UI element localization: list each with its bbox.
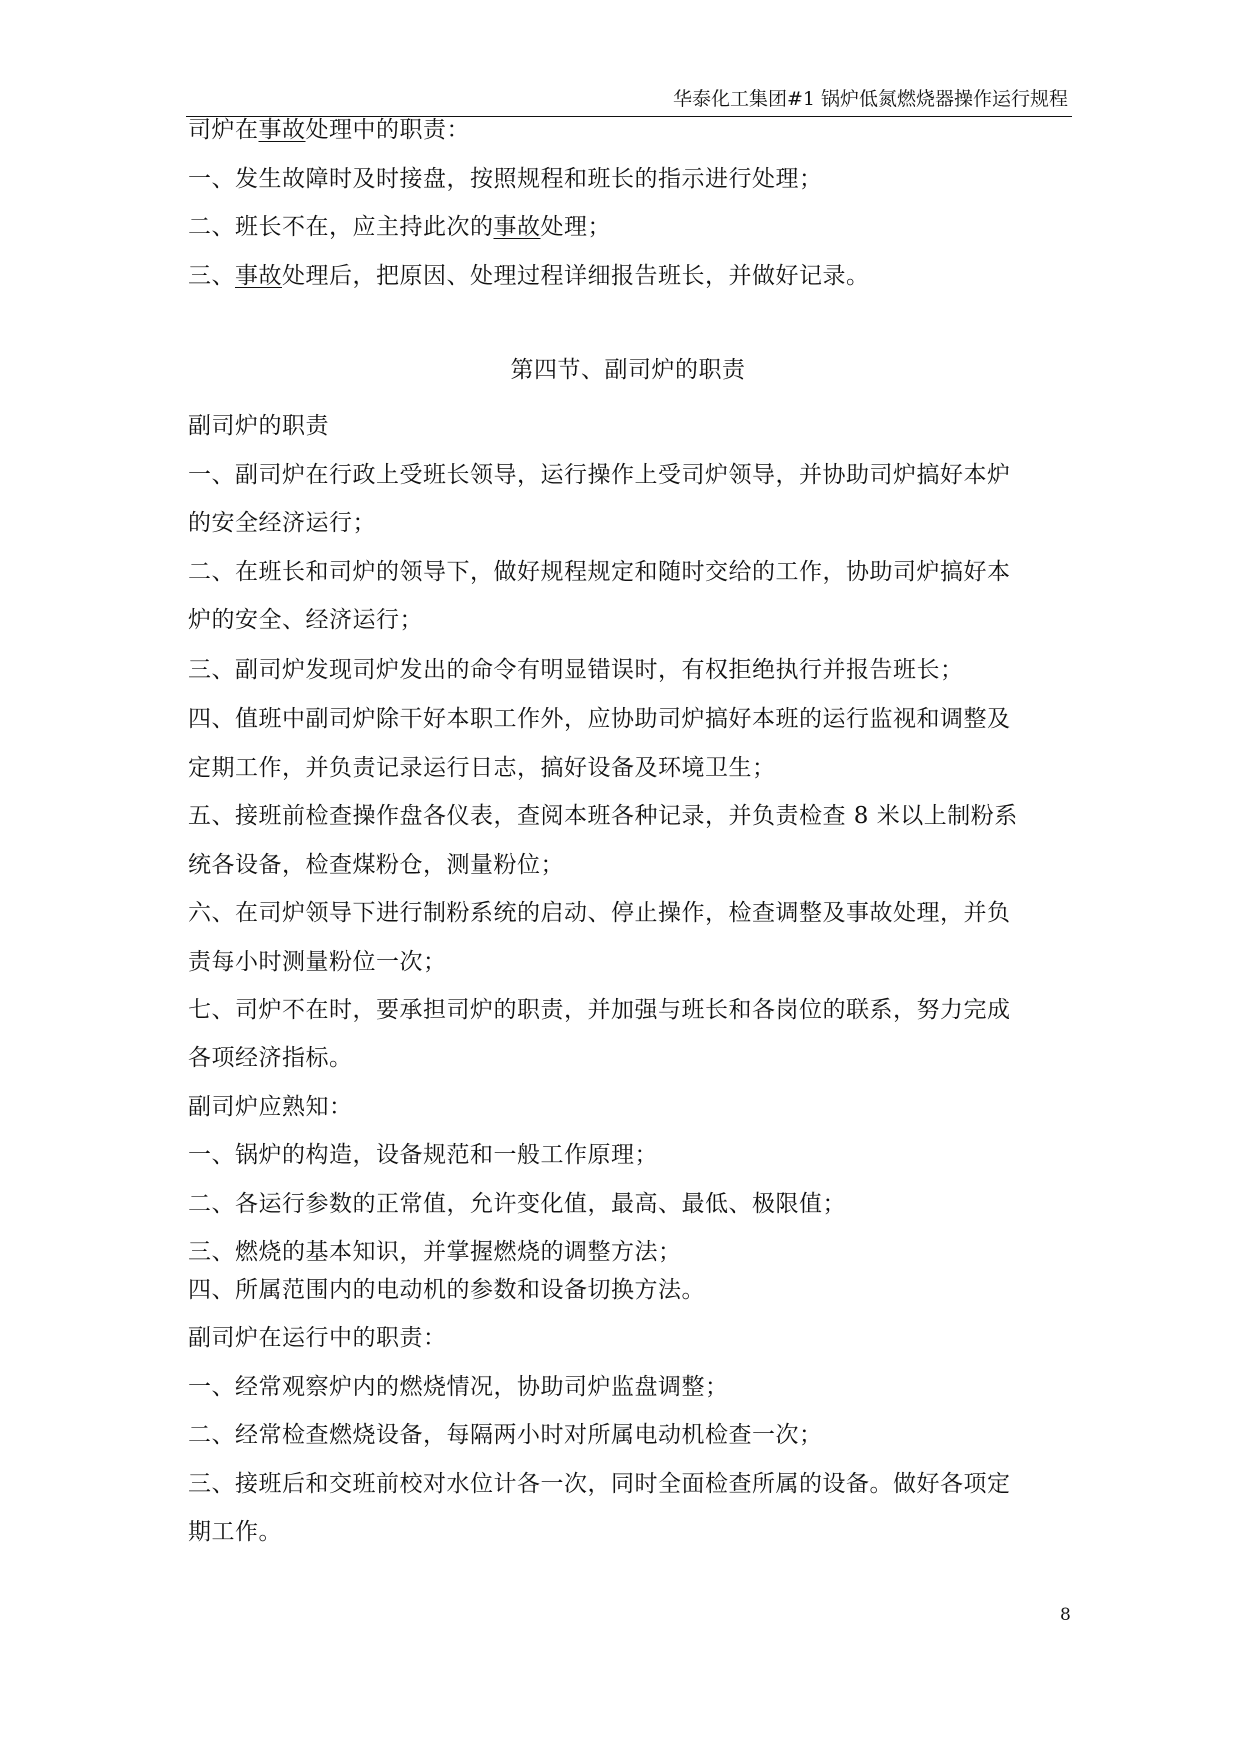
paragraph-line: 三、副司炉发现司炉发出的命令有明显错误时，有权拒绝执行并报告班长； <box>188 657 964 683</box>
paragraph-line: 四、值班中副司炉除干好本职工作外，应协助司炉搞好本班的运行监视和调整及 <box>188 706 1011 732</box>
paragraph-line: 一、经常观察炉内的燃烧情况，协助司炉监盘调整； <box>188 1374 729 1400</box>
paragraph-line: 二、各运行参数的正常值，允许变化值，最高、最低、极限值； <box>188 1191 846 1217</box>
paragraph-line: 的安全经济运行； <box>188 510 376 536</box>
line-text-tail: 处理后，把原因、处理过程详细报告班长，并做好记录。 <box>282 263 870 289</box>
header-title: 华泰化工集团#1 锅炉低氮燃烧器操作运行规程 <box>672 88 1068 110</box>
subsection-heading-knowledge: 副司炉应熟知： <box>188 1094 353 1120</box>
subsection-heading-operation: 副司炉在运行中的职责： <box>188 1325 447 1351</box>
paragraph-line: 炉的安全、经济运行； <box>188 607 423 633</box>
paragraph-line: 责每小时测量粉位一次； <box>188 949 447 975</box>
paragraph-line: 四、所属范围内的电动机的参数和设备切换方法。 <box>188 1277 705 1303</box>
line-text-tail: 处理； <box>540 214 611 240</box>
paragraph-line <box>188 212 611 242</box>
paragraph-line: 二、在班长和司炉的领导下，做好规程规定和随时交给的工作，协助司炉搞好本 <box>188 559 1011 585</box>
paragraph-line: 七、司炉不在时，要承担司炉的职责，并加强与班长和各岗位的联系，努力完成 <box>188 997 1011 1023</box>
line-text: 二、班长不在，应主持此次的 <box>188 214 494 240</box>
section-heading-accident-duties <box>188 115 470 145</box>
line-text: 三、 <box>188 263 235 289</box>
page-number: 8 <box>1060 1605 1071 1625</box>
paragraph-line: 一、锅炉的构造，设备规范和一般工作原理； <box>188 1142 658 1168</box>
paragraph-line: 六、在司炉领导下进行制粉系统的启动、停止操作，检查调整及事故处理，并负 <box>188 900 1011 926</box>
underlined-term: 事故 <box>258 117 306 143</box>
paragraph-line: 统各设备，检查煤粉仓，测量粉位； <box>188 852 564 878</box>
heading-text: 司炉在 <box>188 117 259 143</box>
paragraph-line: 三、接班后和交班前校对水位计各一次，同时全面检查所属的设备。做好各项定 <box>188 1471 1011 1497</box>
paragraph-line: 各项经济指标。 <box>188 1045 353 1071</box>
paragraph-line: 二、经常检查燃烧设备，每隔两小时对所属电动机检查一次； <box>188 1422 823 1448</box>
underlined-term: 事故 <box>235 263 282 289</box>
paragraph-line: 期工作。 <box>188 1519 282 1545</box>
paragraph-line: 三、燃烧的基本知识，并掌握燃烧的调整方法； <box>188 1239 682 1265</box>
heading-text-tail: 处理中的职责： <box>305 117 470 143</box>
underlined-term: 事故 <box>493 214 541 240</box>
paragraph-line <box>188 261 870 291</box>
section-title: 第四节、副司炉的职责 <box>510 357 746 383</box>
page-header <box>186 86 1072 117</box>
paragraph-line: 一、副司炉在行政上受班长领导，运行操作上受司炉领导，并协助司炉搞好本炉 <box>188 462 1011 488</box>
paragraph-line: 一、发生故障时及时接盘，按照规程和班长的指示进行处理； <box>188 166 823 192</box>
subsection-heading-duties: 副司炉的职责 <box>188 413 329 439</box>
paragraph-line: 五、接班前检查操作盘各仪表，查阅本班各种记录，并负责检查 8 米以上制粉系 <box>188 803 1018 829</box>
paragraph-line: 定期工作，并负责记录运行日志，搞好设备及环境卫生； <box>188 755 776 781</box>
